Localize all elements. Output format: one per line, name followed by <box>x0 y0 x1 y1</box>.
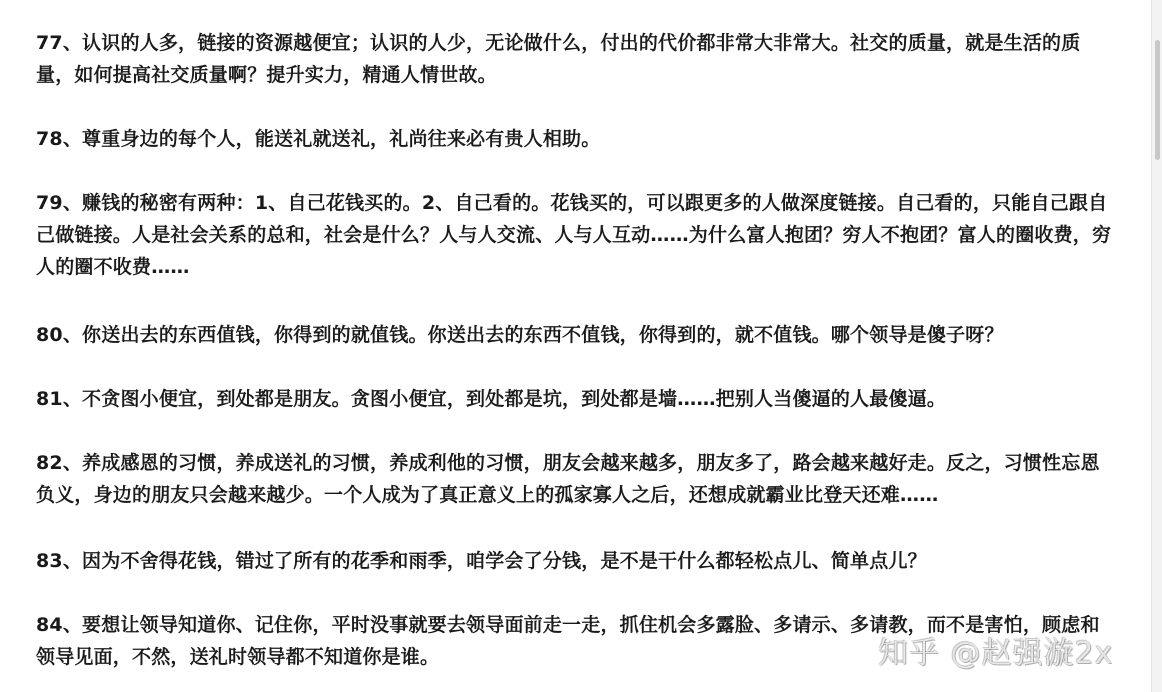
paragraph-82: 82、养成感恩的习惯，养成送礼的习惯，养成利他的习惯，朋友会越来越多，朋友多了，路会越来越好走。反之，习惯性忘恩负义，身边的朋友只会越来越少。一个人成为了真正意义上的孤家寡人之后，还想成就霸业比登天还难…… <box>36 452 1100 506</box>
vertical-scrollbar[interactable] <box>1151 0 1162 692</box>
zhihu-watermark: 知乎 @赵强漩2x <box>878 636 1114 671</box>
paragraph-83: 83、因为不舍得花钱，错过了所有的花季和雨季，咱学会了分钱，是不是干什么都轻松点儿、简单点儿？ <box>36 550 927 572</box>
paragraph-78: 78、尊重身边的每个人，能送礼就送礼，礼尚往来必有贵人相助。 <box>36 128 601 150</box>
paragraph-79: 79、赚钱的秘密有两种：1、自己花钱买的。2、自己看的。花钱买的，可以跟更多的人做深度链接。自己看的，只能自己跟自己做链接。人是社会关系的总和，社会是什么？人与人交流、人与人互动……为什么富人抱团？穷人不抱团？富人的圈收费，穷人的圈不收费…… <box>36 192 1112 278</box>
paragraph-81: 81、不贪图小便宜，到处都是朋友。贪图小便宜，到处都是坑，到处都是墙……把别人当傻逼的人最傻逼。 <box>36 388 947 410</box>
paragraph-77: 77、认识的人多，链接的资源越便宜；认识的人少，无论做什么，付出的代价都非常大非常大。社交的质量，就是生活的质量，如何提高社交质量啊？提升实力，精通人情世故。 <box>36 32 1081 86</box>
paragraph-80: 80、你送出去的东西值钱，你得到的就值钱。你送出去的东西不值钱，你得到的，就不值钱。哪个领导是傻子呀？ <box>36 324 1004 346</box>
scrollbar-thumb[interactable] <box>1155 40 1160 160</box>
paragraph-84: 84、要想让领导知道你、记住你，平时没事就要去领导面前走一走，抓住机会多露脸、多请示、多请教，而不是害怕，顾虑和领导见面，不然，送礼时领导都不知道你是谁。 <box>36 614 1100 668</box>
